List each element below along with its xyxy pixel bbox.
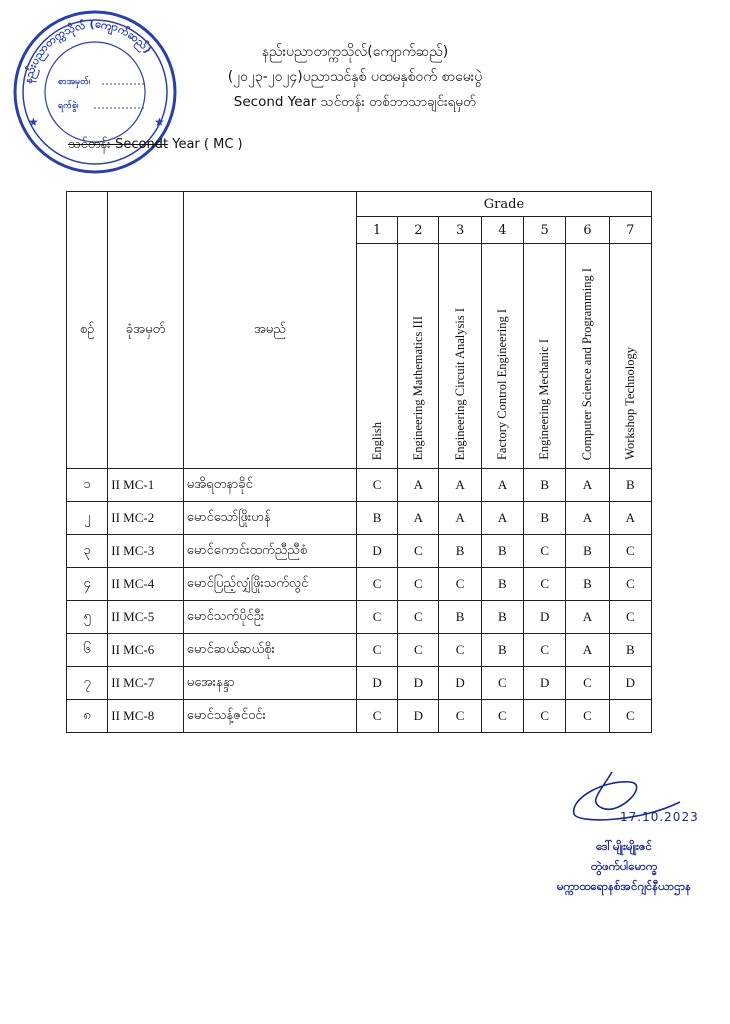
serial-cell: ၅ bbox=[67, 601, 108, 634]
grade-cell: C bbox=[356, 568, 397, 601]
table-row bbox=[67, 634, 652, 667]
grade-cell: B bbox=[609, 634, 651, 667]
course-label-struck: သင်တန်း-Secondt bbox=[68, 137, 169, 152]
grade-cell: B bbox=[524, 469, 566, 502]
serial-cell: ၂ bbox=[67, 502, 108, 535]
svg-text:★: ★ bbox=[154, 115, 165, 129]
grade-cell: C bbox=[481, 667, 523, 700]
grade-cell: B bbox=[481, 601, 523, 634]
grade-cell: D bbox=[398, 667, 439, 700]
table-row bbox=[67, 469, 652, 502]
grade-cell: A bbox=[398, 469, 439, 502]
svg-text:နည်းပညာတက္ကသိုလ် (ကျောက်ဆည်) bbox=[21, 17, 154, 85]
header-serial: စဥ် bbox=[67, 192, 108, 469]
grade-cell: C bbox=[609, 568, 651, 601]
grade-cell: C bbox=[566, 667, 609, 700]
subject-header bbox=[398, 244, 439, 469]
table-row bbox=[67, 601, 652, 634]
subject-number: 2 bbox=[398, 217, 439, 244]
signature-block bbox=[524, 836, 724, 896]
grade-cell: C bbox=[356, 601, 397, 634]
subject-number: 4 bbox=[481, 217, 523, 244]
heading-exam: (၂၀၂၃-၂၀၂၄)ပညာသင်နှစ် ပထမနှစ်ဝက် စာမေးပွဲ bbox=[227, 69, 483, 85]
grade-cell: C bbox=[398, 601, 439, 634]
grade-cell: B bbox=[481, 568, 523, 601]
grade-cell: A bbox=[566, 469, 609, 502]
grade-cell: C bbox=[439, 568, 481, 601]
grade-table bbox=[66, 191, 652, 733]
grade-cell: A bbox=[481, 469, 523, 502]
grade-cell: C bbox=[524, 535, 566, 568]
grade-cell: C bbox=[439, 700, 481, 733]
grade-cell: D bbox=[356, 667, 397, 700]
seal-line-2: ရက်စွဲ၊ bbox=[58, 101, 79, 111]
grade-cell: C bbox=[524, 568, 566, 601]
subject-header bbox=[609, 244, 651, 469]
subject-name: Engineering Circuit Analysis I bbox=[452, 307, 467, 460]
roll-number-cell: II MC-7 bbox=[108, 667, 184, 700]
roll-number-cell: II MC-4 bbox=[108, 568, 184, 601]
grade-cell: C bbox=[609, 601, 651, 634]
grade-cell: C bbox=[356, 634, 397, 667]
grade-cell: B bbox=[356, 502, 397, 535]
table-row bbox=[67, 502, 652, 535]
header-grade: Grade bbox=[356, 192, 651, 217]
subject-name: Engineering Mechanic I bbox=[537, 339, 552, 460]
grade-cell: B bbox=[566, 568, 609, 601]
grade-cell: C bbox=[524, 700, 566, 733]
student-name-cell: မောင်ပြည့်လျှံဖြိုးသက်လွင် bbox=[183, 568, 356, 601]
document-heading bbox=[200, 40, 510, 115]
serial-cell: ၇ bbox=[67, 667, 108, 700]
grade-table-body bbox=[67, 469, 652, 733]
signatory-name: ဒေါ်မျိုးမျိုးဇင် bbox=[595, 839, 653, 853]
header-roll-number: ခုံအမှတ် bbox=[108, 192, 184, 469]
subject-number: 5 bbox=[524, 217, 566, 244]
grade-cell: C bbox=[398, 568, 439, 601]
subject-header bbox=[566, 244, 609, 469]
student-name-cell: မောင်သော်ဖြိုးဟန် bbox=[183, 502, 356, 535]
heading-course: Second Year သင်တန်း တစ်ဘာသာချင်းရမှတ် bbox=[233, 94, 477, 110]
subject-number: 6 bbox=[566, 217, 609, 244]
grade-cell: B bbox=[566, 535, 609, 568]
table-row bbox=[67, 700, 652, 733]
grade-cell: B bbox=[481, 535, 523, 568]
subject-header bbox=[481, 244, 523, 469]
subject-name: Engineering Mathematics III bbox=[410, 315, 425, 460]
roll-number-cell: II MC-1 bbox=[108, 469, 184, 502]
grade-cell: C bbox=[398, 634, 439, 667]
grade-cell: C bbox=[356, 700, 397, 733]
subject-name: Computer Science and Programming I bbox=[579, 267, 594, 460]
grade-cell: A bbox=[566, 601, 609, 634]
grade-cell: D bbox=[524, 667, 566, 700]
grade-cell: A bbox=[439, 469, 481, 502]
table-row bbox=[67, 568, 652, 601]
grade-cell: B bbox=[481, 634, 523, 667]
grade-cell: C bbox=[398, 535, 439, 568]
grade-cell: C bbox=[566, 700, 609, 733]
subject-number: 7 bbox=[609, 217, 651, 244]
grade-cell: D bbox=[609, 667, 651, 700]
grade-cell: C bbox=[609, 700, 651, 733]
roll-number-cell: II MC-5 bbox=[108, 601, 184, 634]
student-name-cell: မအိရတနာခိုင် bbox=[183, 469, 356, 502]
grade-cell: D bbox=[524, 601, 566, 634]
table-row bbox=[67, 667, 652, 700]
subject-number: 3 bbox=[439, 217, 481, 244]
grade-cell: C bbox=[356, 469, 397, 502]
subject-name: Workshop Technology bbox=[622, 347, 637, 460]
grade-cell: B bbox=[524, 502, 566, 535]
subject-header bbox=[356, 244, 397, 469]
grade-cell: C bbox=[609, 535, 651, 568]
seal-line-1: စာအမှတ်၊ bbox=[58, 77, 91, 87]
roll-number-cell: II MC-2 bbox=[108, 502, 184, 535]
grade-cell: D bbox=[439, 667, 481, 700]
grade-cell: B bbox=[609, 469, 651, 502]
grade-cell: C bbox=[439, 634, 481, 667]
grade-cell: A bbox=[439, 502, 481, 535]
grade-cell: A bbox=[398, 502, 439, 535]
roll-number-cell: II MC-8 bbox=[108, 700, 184, 733]
serial-cell: ၄ bbox=[67, 568, 108, 601]
subject-name: Factory Control Engineering I bbox=[494, 308, 509, 460]
grade-cell: C bbox=[481, 700, 523, 733]
subject-header bbox=[524, 244, 566, 469]
signatory-department: မက္ကာထရောနစ်အင်ဂျင်နီယာဌာန bbox=[556, 879, 692, 893]
grade-cell: B bbox=[439, 535, 481, 568]
course-label bbox=[68, 136, 243, 155]
svg-text:★: ★ bbox=[28, 115, 39, 129]
roll-number-cell: II MC-3 bbox=[108, 535, 184, 568]
subject-number: 1 bbox=[356, 217, 397, 244]
grade-cell: A bbox=[481, 502, 523, 535]
roll-number-cell: II MC-6 bbox=[108, 634, 184, 667]
grade-cell: B bbox=[439, 601, 481, 634]
grade-cell: A bbox=[566, 502, 609, 535]
serial-cell: ၃ bbox=[67, 535, 108, 568]
subject-name: English bbox=[369, 421, 384, 460]
serial-cell: ၁ bbox=[67, 469, 108, 502]
header-name: အမည် bbox=[183, 192, 356, 469]
student-name-cell: မောင်ဆယ်ဆယ်စိုး bbox=[183, 634, 356, 667]
signatory-title: တွဲဖက်ပါမောက္ခ bbox=[590, 859, 658, 873]
grade-cell: D bbox=[398, 700, 439, 733]
serial-cell: ၈ bbox=[67, 700, 108, 733]
grade-cell: C bbox=[524, 634, 566, 667]
student-name-cell: မောင်သန့်ဇင်ဝင်း bbox=[183, 700, 356, 733]
serial-cell: ၆ bbox=[67, 634, 108, 667]
grade-cell: A bbox=[566, 634, 609, 667]
student-name-cell: မောင်ကောင်းထက်ညီညီစံ bbox=[183, 535, 356, 568]
grade-cell: A bbox=[609, 502, 651, 535]
subject-header bbox=[439, 244, 481, 469]
student-name-cell: မအေးနန္ဒာ bbox=[183, 667, 356, 700]
student-name-cell: မောင်သက်ပိုင်ဦး bbox=[183, 601, 356, 634]
heading-university: နည်းပညာတက္ကသိုလ်(ကျောက်ဆည်) bbox=[261, 44, 449, 60]
signature-date: 17.10.2023 bbox=[620, 810, 699, 824]
course-label-rest: Year ( MC ) bbox=[168, 137, 243, 152]
grade-cell: D bbox=[356, 535, 397, 568]
seal-ring-text: နည်းပညာတက္ကသိုလ် (ကျောက်ဆည်) bbox=[21, 17, 155, 85]
table-row bbox=[67, 535, 652, 568]
